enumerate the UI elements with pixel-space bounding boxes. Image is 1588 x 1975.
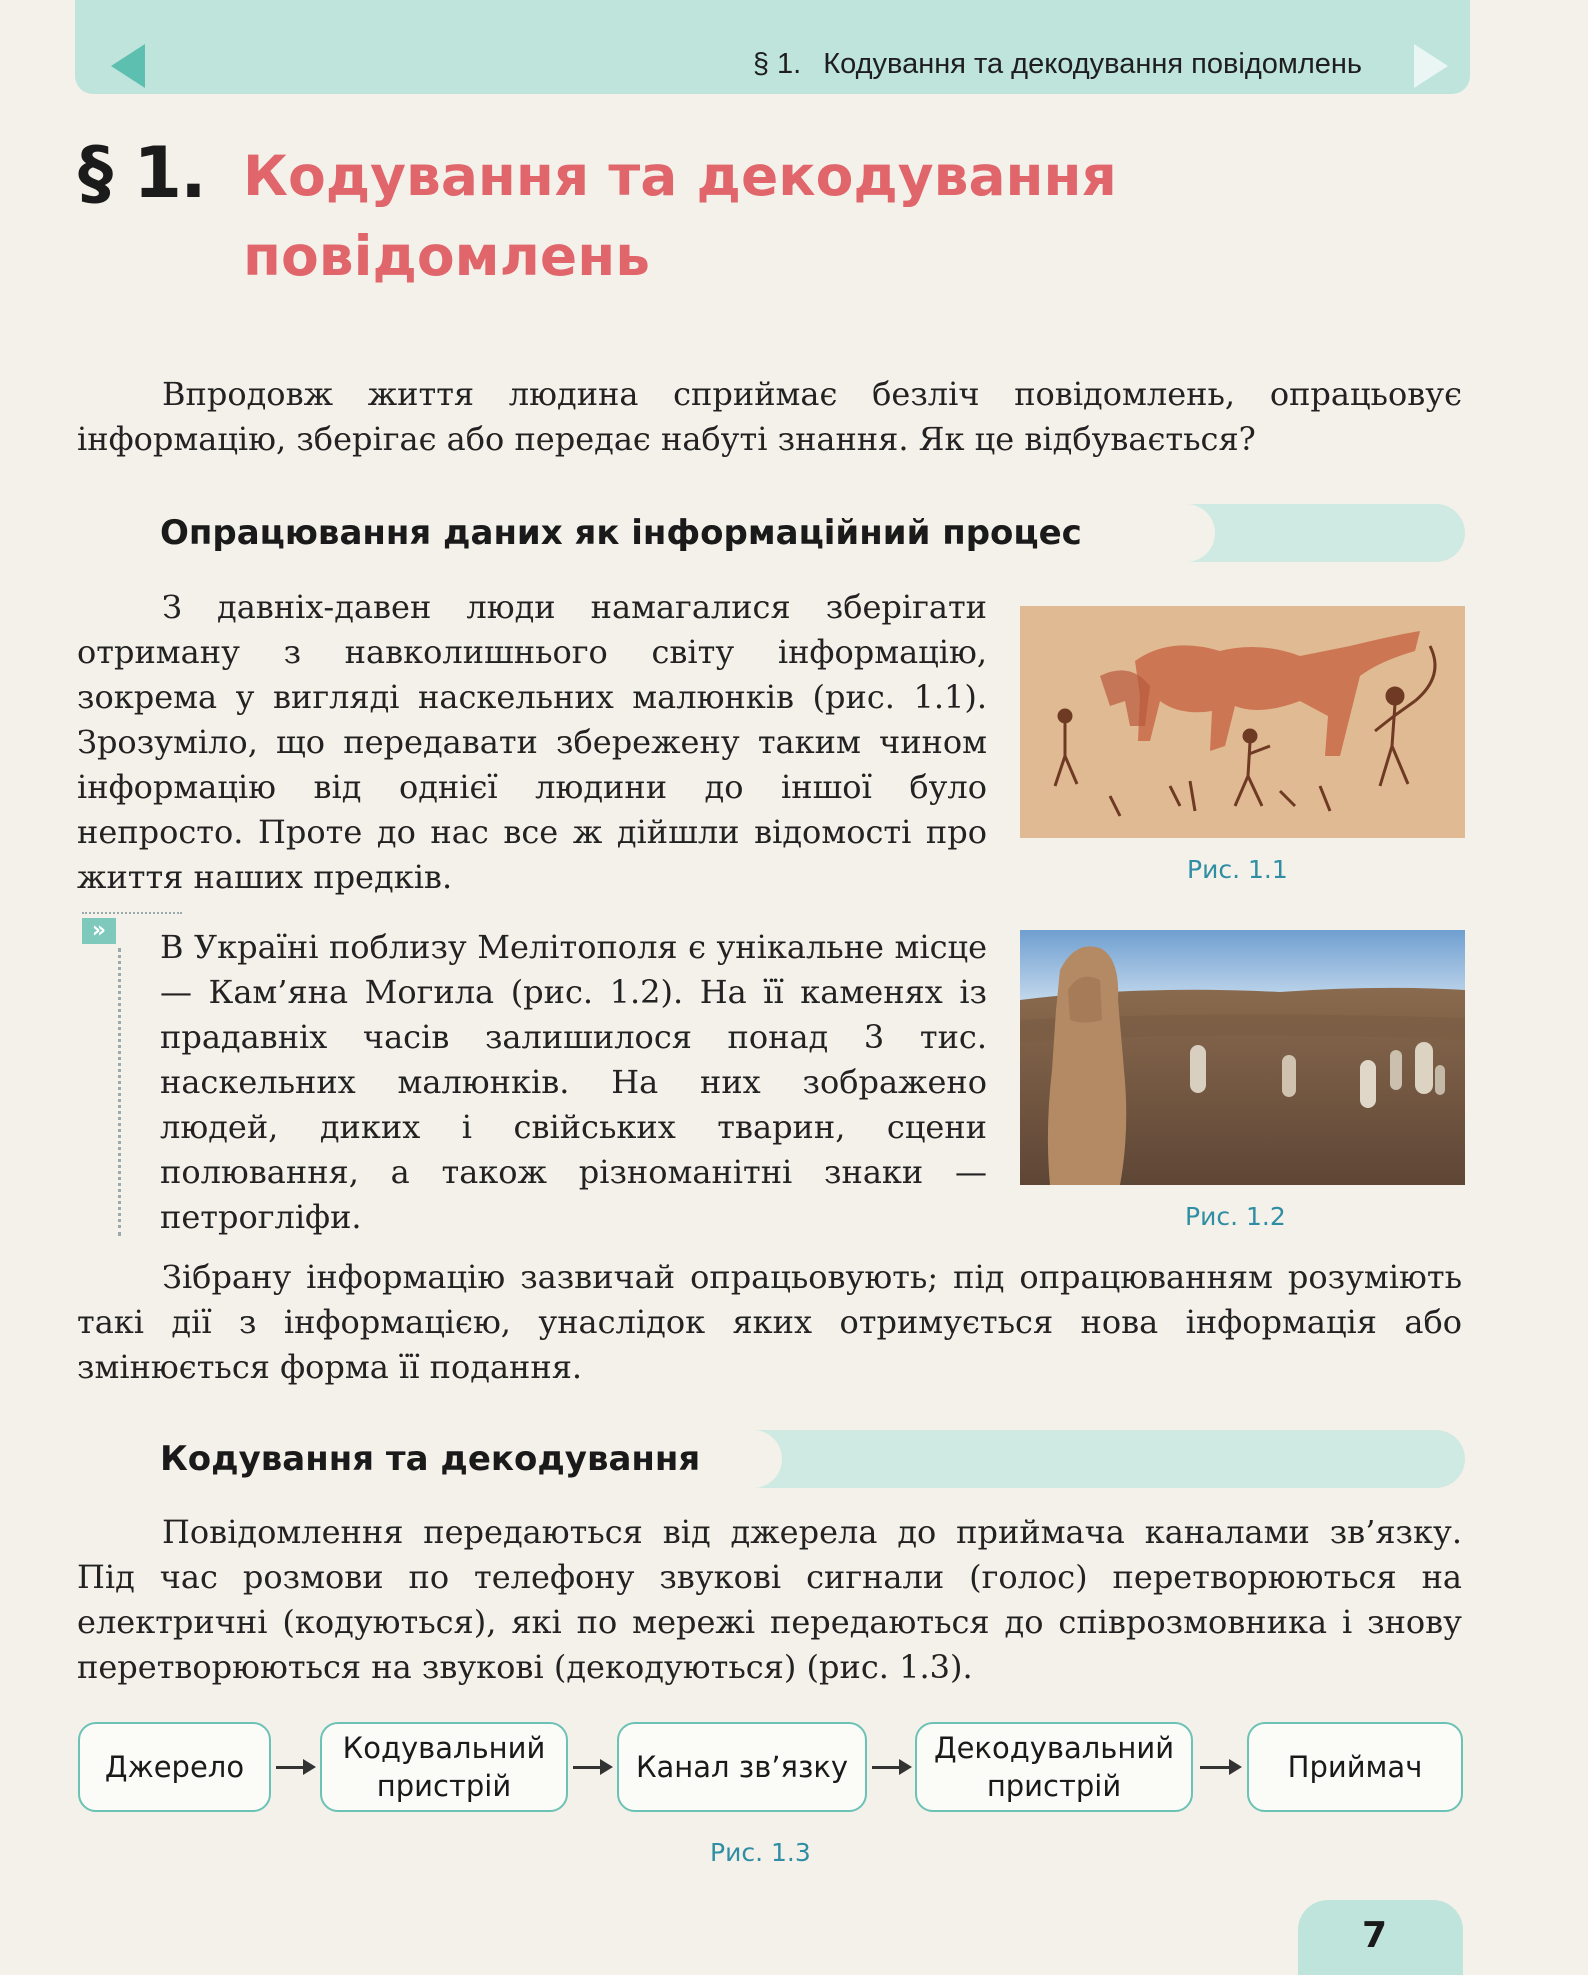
flow-box-label: Приймач [1287, 1750, 1423, 1784]
cave-painting-illustration [1020, 606, 1465, 838]
note-marker-icon: » [82, 918, 116, 944]
running-header [75, 0, 1470, 94]
flow-box-receiver [1247, 1722, 1463, 1812]
flow-box-label: Кодувальний [342, 1731, 546, 1765]
note-top-rule [82, 912, 182, 914]
paragraph-number: § 1. [78, 132, 205, 214]
section-heading-band [80, 504, 1465, 562]
figure-1-3-caption: Рис. 1.3 [710, 1838, 811, 1867]
note-side-rule [118, 948, 121, 1236]
page-number: 7 [1362, 1915, 1388, 1956]
figure-1-1-caption: Рис. 1.1 [1187, 855, 1288, 884]
flow-box-source [78, 1722, 271, 1812]
section-heading-band [80, 1430, 1465, 1488]
flow-box-label: Декодувальний [933, 1731, 1175, 1765]
flow-arrow-icon [276, 1756, 316, 1778]
section2-paragraph-1: Повідомлення передаються від джерела до приймача каналами зв’язку. Під час розмови по телефону звукові сигнали (голос) перетворюються на електричні (кодуються), які по мережі передаються до співрозмовника і знову перетворюються на звукові (декодуються) (рис. 1.3). [77, 1513, 1462, 1686]
section1-paragraph-1: З давніх-давен люди намагалися зберігати отриману з навколишнього світу інформацію, зокрема у вигляді наскельних малюнків (рис. 1.1). Зрозуміло, що передавати збережену таким чином інформацію від однієї людини до іншої було непросто. Проте до нас все ж дійшли відомості про життя наших предків. [77, 588, 987, 896]
flow-box-label: Канал зв’язку [635, 1750, 849, 1784]
flow-box-label: пристрій [986, 1769, 1122, 1803]
running-header-text [753, 48, 1362, 81]
figure-cave-painting [1020, 606, 1465, 838]
section1-paragraph-2: В Україні поблизу Мелітополя є унікальне місце — Кам’яна Могила (рис. 1.2). На її каменях із прадавніх часів залишилося понад 3 тис. наскельних малюнків. На них зображено людей, диких і свійських тварин, сцени полювання, а також різноманітні знаки — петрогліфи. [160, 928, 987, 1236]
flow-box-label: Джерело [104, 1750, 245, 1784]
section1-paragraph-3: Зібрану інформацію зазвичай опрацьовують; під опрацюванням розуміють такі дії з інформацією, унаслідок яких отримується нова інформація або змінюється форма її подання. [77, 1258, 1462, 1386]
running-header-title: Кодування та декодування повідомлень [823, 48, 1362, 80]
next-page-arrow-icon[interactable] [1414, 44, 1448, 88]
figure-kamyana-mohyla [1020, 930, 1465, 1185]
flow-arrow-icon [573, 1756, 613, 1778]
section-heading: Опрацювання даних як інформаційний процес [160, 513, 1082, 553]
prev-page-arrow-icon[interactable] [111, 44, 145, 88]
figure-1-2-caption: Рис. 1.2 [1185, 1202, 1286, 1231]
flow-box-label: пристрій [376, 1769, 512, 1803]
section-heading: Кодування та декодування [160, 1439, 701, 1479]
page-title [243, 136, 1243, 296]
flow-box-channel [617, 1722, 867, 1812]
flow-box-decoder [915, 1722, 1193, 1812]
running-header-section: § 1. [752, 48, 802, 80]
flow-box-encoder [320, 1722, 568, 1812]
flow-arrow-icon [1200, 1756, 1242, 1778]
intro-paragraph: Впродовж життя людина сприймає безліч повідомлень, опрацьовує інформацію, зберігає або передає набуті знання. Як це відбувається? [77, 375, 1462, 458]
flow-arrow-icon [872, 1756, 912, 1778]
stone-idols-photo-illustration [1020, 930, 1465, 1185]
page-title-line2: повідомлень [243, 224, 650, 288]
page-title-line1: Кодування та декодування [243, 144, 1117, 208]
